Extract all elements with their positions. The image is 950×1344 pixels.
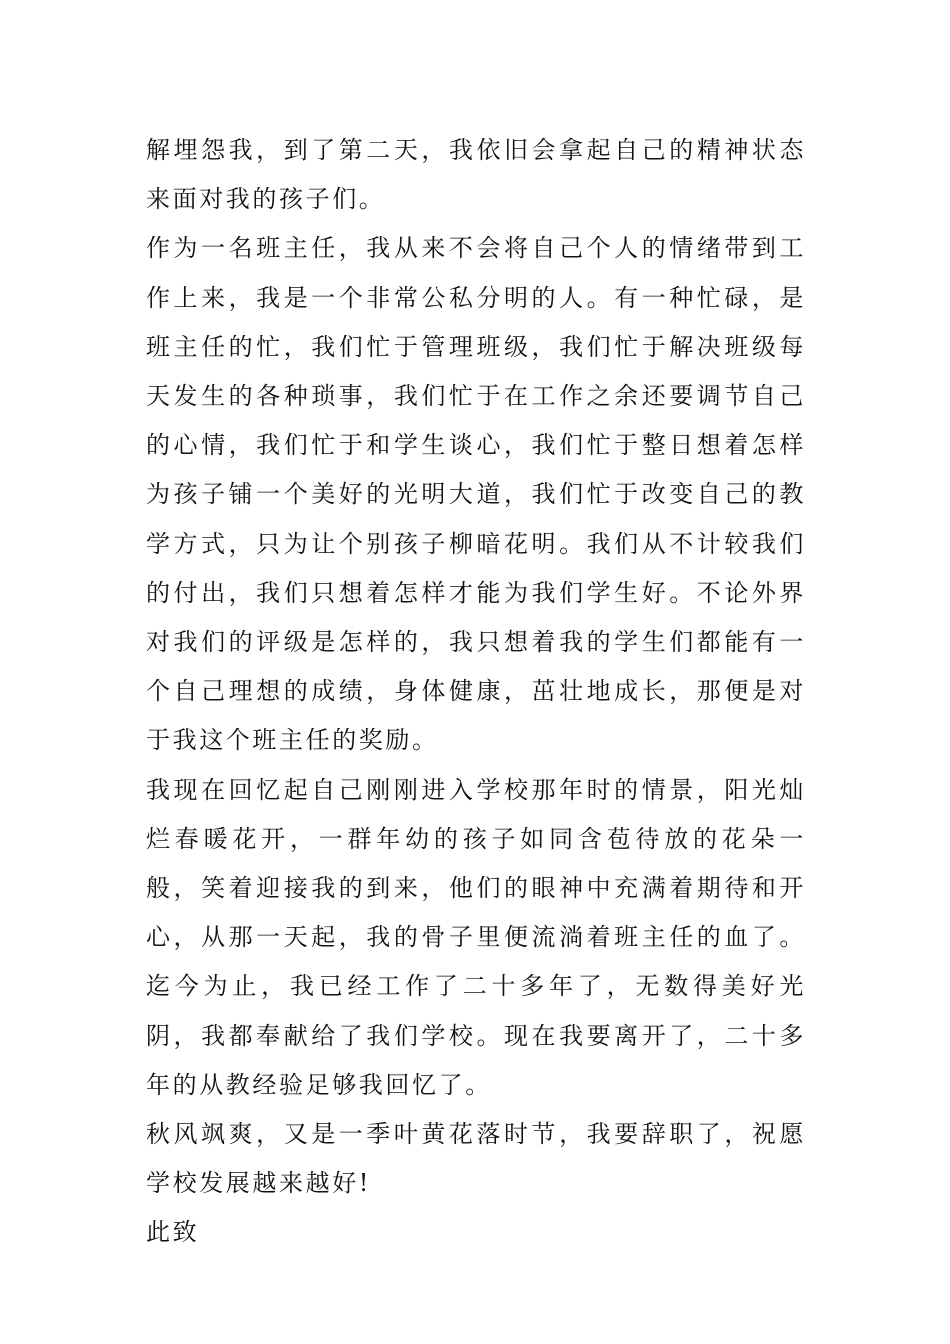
- paragraph-2: 作为一名班主任，我从来不会将自己个人的情绪带到工作上来，我是一个非常公私分明的人。有一种忙碌，是班主任的忙，我们忙于管理班级，我们忙于解决班级每天发生的各种琐事，我们忙于在工作之余还要调节自己的心情，我们忙于和学生谈心，我们忙于整日想着怎样为孩子铺一个美好的光明大道，我们忙于改变自己的教学方式，只为让个别孩子柳暗花明。我们从不计较我们的付出，我们只想着怎样才能为我们学生好。不论外界对我们的评级是怎样的，我只想着我的学生们都能有一个自己理想的成绩，身体健康，茁壮地成长，那便是对于我这个班主任的奖励。: [146, 234, 806, 755]
- paragraph-4: 秋风飒爽，又是一季叶黄花落时节，我要辞职了，祝愿学校发展越来越好!: [146, 1120, 806, 1198]
- paragraph-1: 解埋怨我，到了第二天，我依旧会拿起自己的精神状态来面对我的孩子们。: [146, 136, 806, 214]
- closing-salutation: 此致: [146, 1218, 200, 1247]
- letter-body: [146, 126, 806, 1258]
- paragraph-3: 我现在回忆起自己刚刚进入学校那年时的情景，阳光灿烂春暖花开，一群年幼的孩子如同含苞待放的花朵一般，笑着迎接我的到来，他们的眼神中充满着期待和开心，从那一天起，我的骨子里便流淌着班主任的血了。迄今为止，我已经工作了二十多年了，无数得美好光阴，我都奉献给了我们学校。现在我要离开了，二十多年的从教经验足够我回忆了。: [146, 775, 806, 1099]
